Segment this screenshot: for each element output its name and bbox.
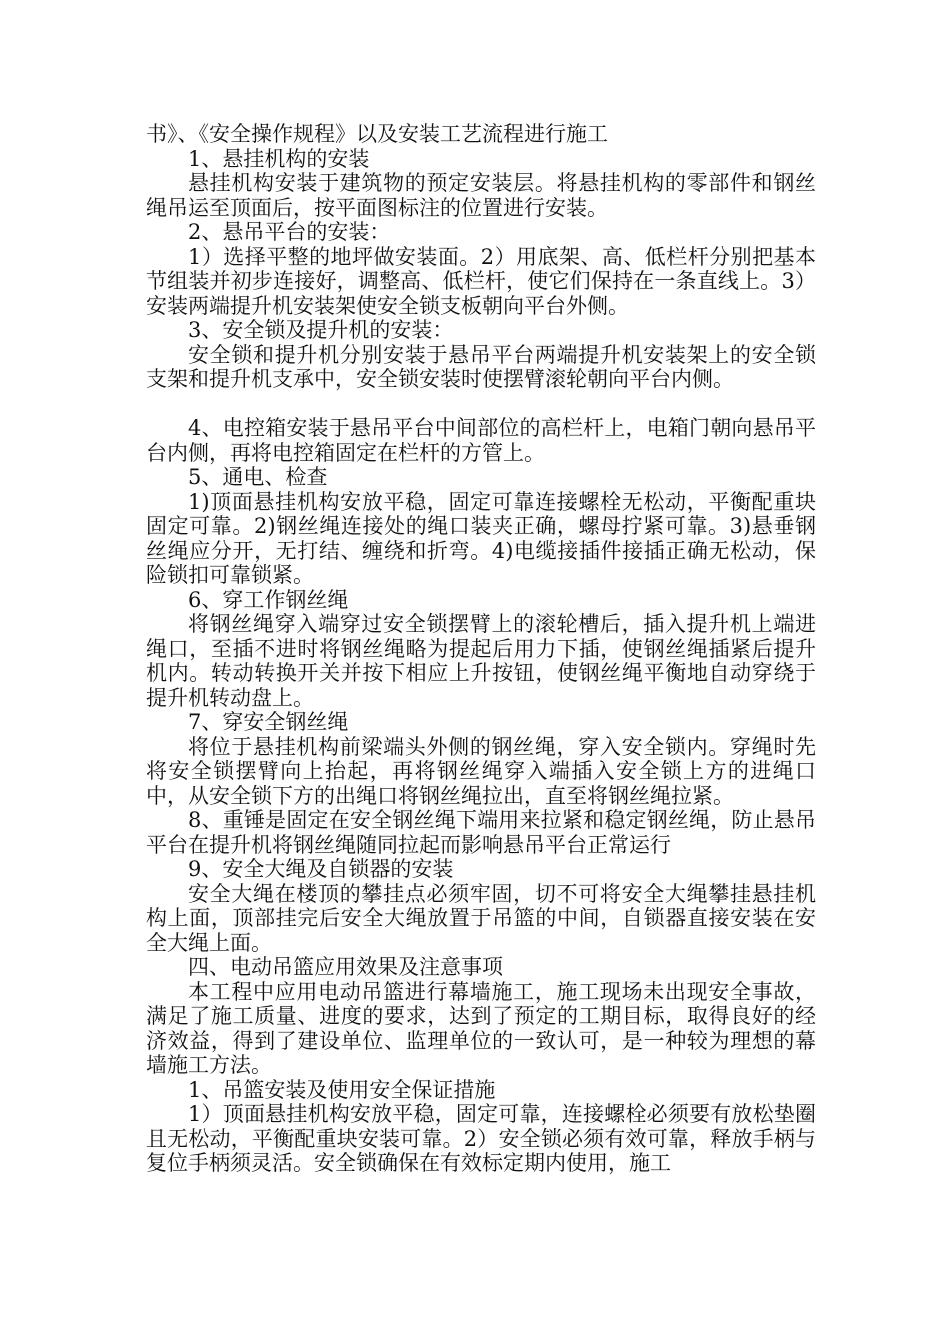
heading-power-check: 5、通电、检查: [188, 465, 328, 489]
heading-suspension-mechanism: 1、悬挂机构的安装: [188, 146, 370, 171]
document-body: [146, 122, 816, 1176]
paragraph-lifeline: 安全大绳在楼顶的攀挂点必须牢固，切不可将安全大绳攀挂悬挂机构上面，顶部挂完后安全大绳放置于吊篮的中间，自锁器直接安装在安全大绳上面。: [146, 881, 816, 955]
heading-work-rope: 6、穿工作钢丝绳: [188, 587, 349, 612]
paragraph-power-check: 1)顶面悬挂机构安放平稳，固定可靠连接螺栓无松动，平衡配重块固定可靠。2)钢丝绳连接处的绳口装夹正确，螺母拧紧可靠。3)悬垂钢丝绳应分开，无打结、缠绕和折弯。4)电缆接插件接插正确无松动，保险锁扣可靠锁紧。: [146, 489, 816, 587]
paragraph-safety-rope: 将位于悬挂机构前梁端头外侧的钢丝绳，穿入安全锁内。穿绳时先将安全锁摆臂向上抬起，再将钢丝绳穿入端插入安全锁上方的进绳口中，从安全锁下方的出绳口将钢丝绳拉出，直至将钢丝绳拉紧。: [146, 734, 816, 808]
heading-safety-measures: 1、吊篮安装及使用安全保证措施: [188, 1077, 496, 1102]
heading-lifeline: 9、安全大绳及自锁器的安装: [188, 857, 454, 881]
heading-lock-hoist-install: 3、安全锁及提升机的安装：: [188, 318, 454, 342]
paragraph-lock-hoist-install: 安全锁和提升机分别安装于悬吊平台两端提升机安装架上的安全锁支架和提升机支承中，安全锁安装时使摆臂滚轮朝向平台内侧。: [146, 342, 816, 391]
blank-line: [146, 392, 816, 417]
heading-section-four: 四、电动吊篮应用效果及注意事项: [188, 955, 503, 979]
paragraph-work-rope: 将钢丝绳穿入端穿过安全锁摆臂上的滚轮槽后，插入提升机上端进绳口，至插不进时将钢丝绳略为提起后用力下插，使钢丝绳插紧后提升机内。转动转换开关并按下相应上升按钮，使钢丝绳平衡地自动穿绕于提升机转动盘上。: [146, 612, 816, 710]
paragraph-weight: 8、重锤是固定在安全钢丝绳下端用来拉紧和稳定钢丝绳，防止悬吊平台在提升机将钢丝绳随同拉起而影响悬吊平台正常运行: [146, 808, 816, 857]
paragraph-section-four: 本工程中应用电动吊篮进行幕墙施工，施工现场未出现安全事故，满足了施工质量、进度的要求，达到了预定的工期目标，取得良好的经济效益，得到了建设单位、监理单位的一致认可，是一种较为理想的幕墙施工方法。: [146, 979, 816, 1077]
paragraph-platform-install: 1）选择平整的地坪做安装面。2）用底架、高、低栏杆分别把基本节组装并初步连接好，调整高、低栏杆，使它们保持在一条直线上。3）安装两端提升机安装架使安全锁支板朝向平台外侧。: [146, 244, 816, 318]
paragraph-suspension-mechanism: 悬挂机构安装于建筑物的预定安装层。将悬挂机构的零部件和钢丝绳吊运至顶面后，按平面图标注的位置进行安装。: [146, 171, 816, 220]
paragraph-control-box: 4、电控箱安装于悬吊平台中间部位的高栏杆上，电箱门朝向悬吊平台内侧，再将电控箱固定在栏杆的方管上。: [146, 416, 816, 465]
paragraph-safety-measures: 1）顶面悬挂机构安放平稳，固定可靠，连接螺栓必须要有放松垫圈且无松动，平衡配重块安装可靠。2）安全锁必须有效可靠，释放手柄与复位手柄须灵活。安全锁确保在有效标定期内使用，施工: [146, 1102, 816, 1175]
heading-safety-rope: 7、穿安全钢丝绳: [188, 710, 349, 734]
heading-platform-install: 2、悬吊平台的安装：: [188, 220, 391, 244]
paragraph-continuation: 书》、《安全操作规程》以及安装工艺流程进行施工: [146, 122, 608, 146]
